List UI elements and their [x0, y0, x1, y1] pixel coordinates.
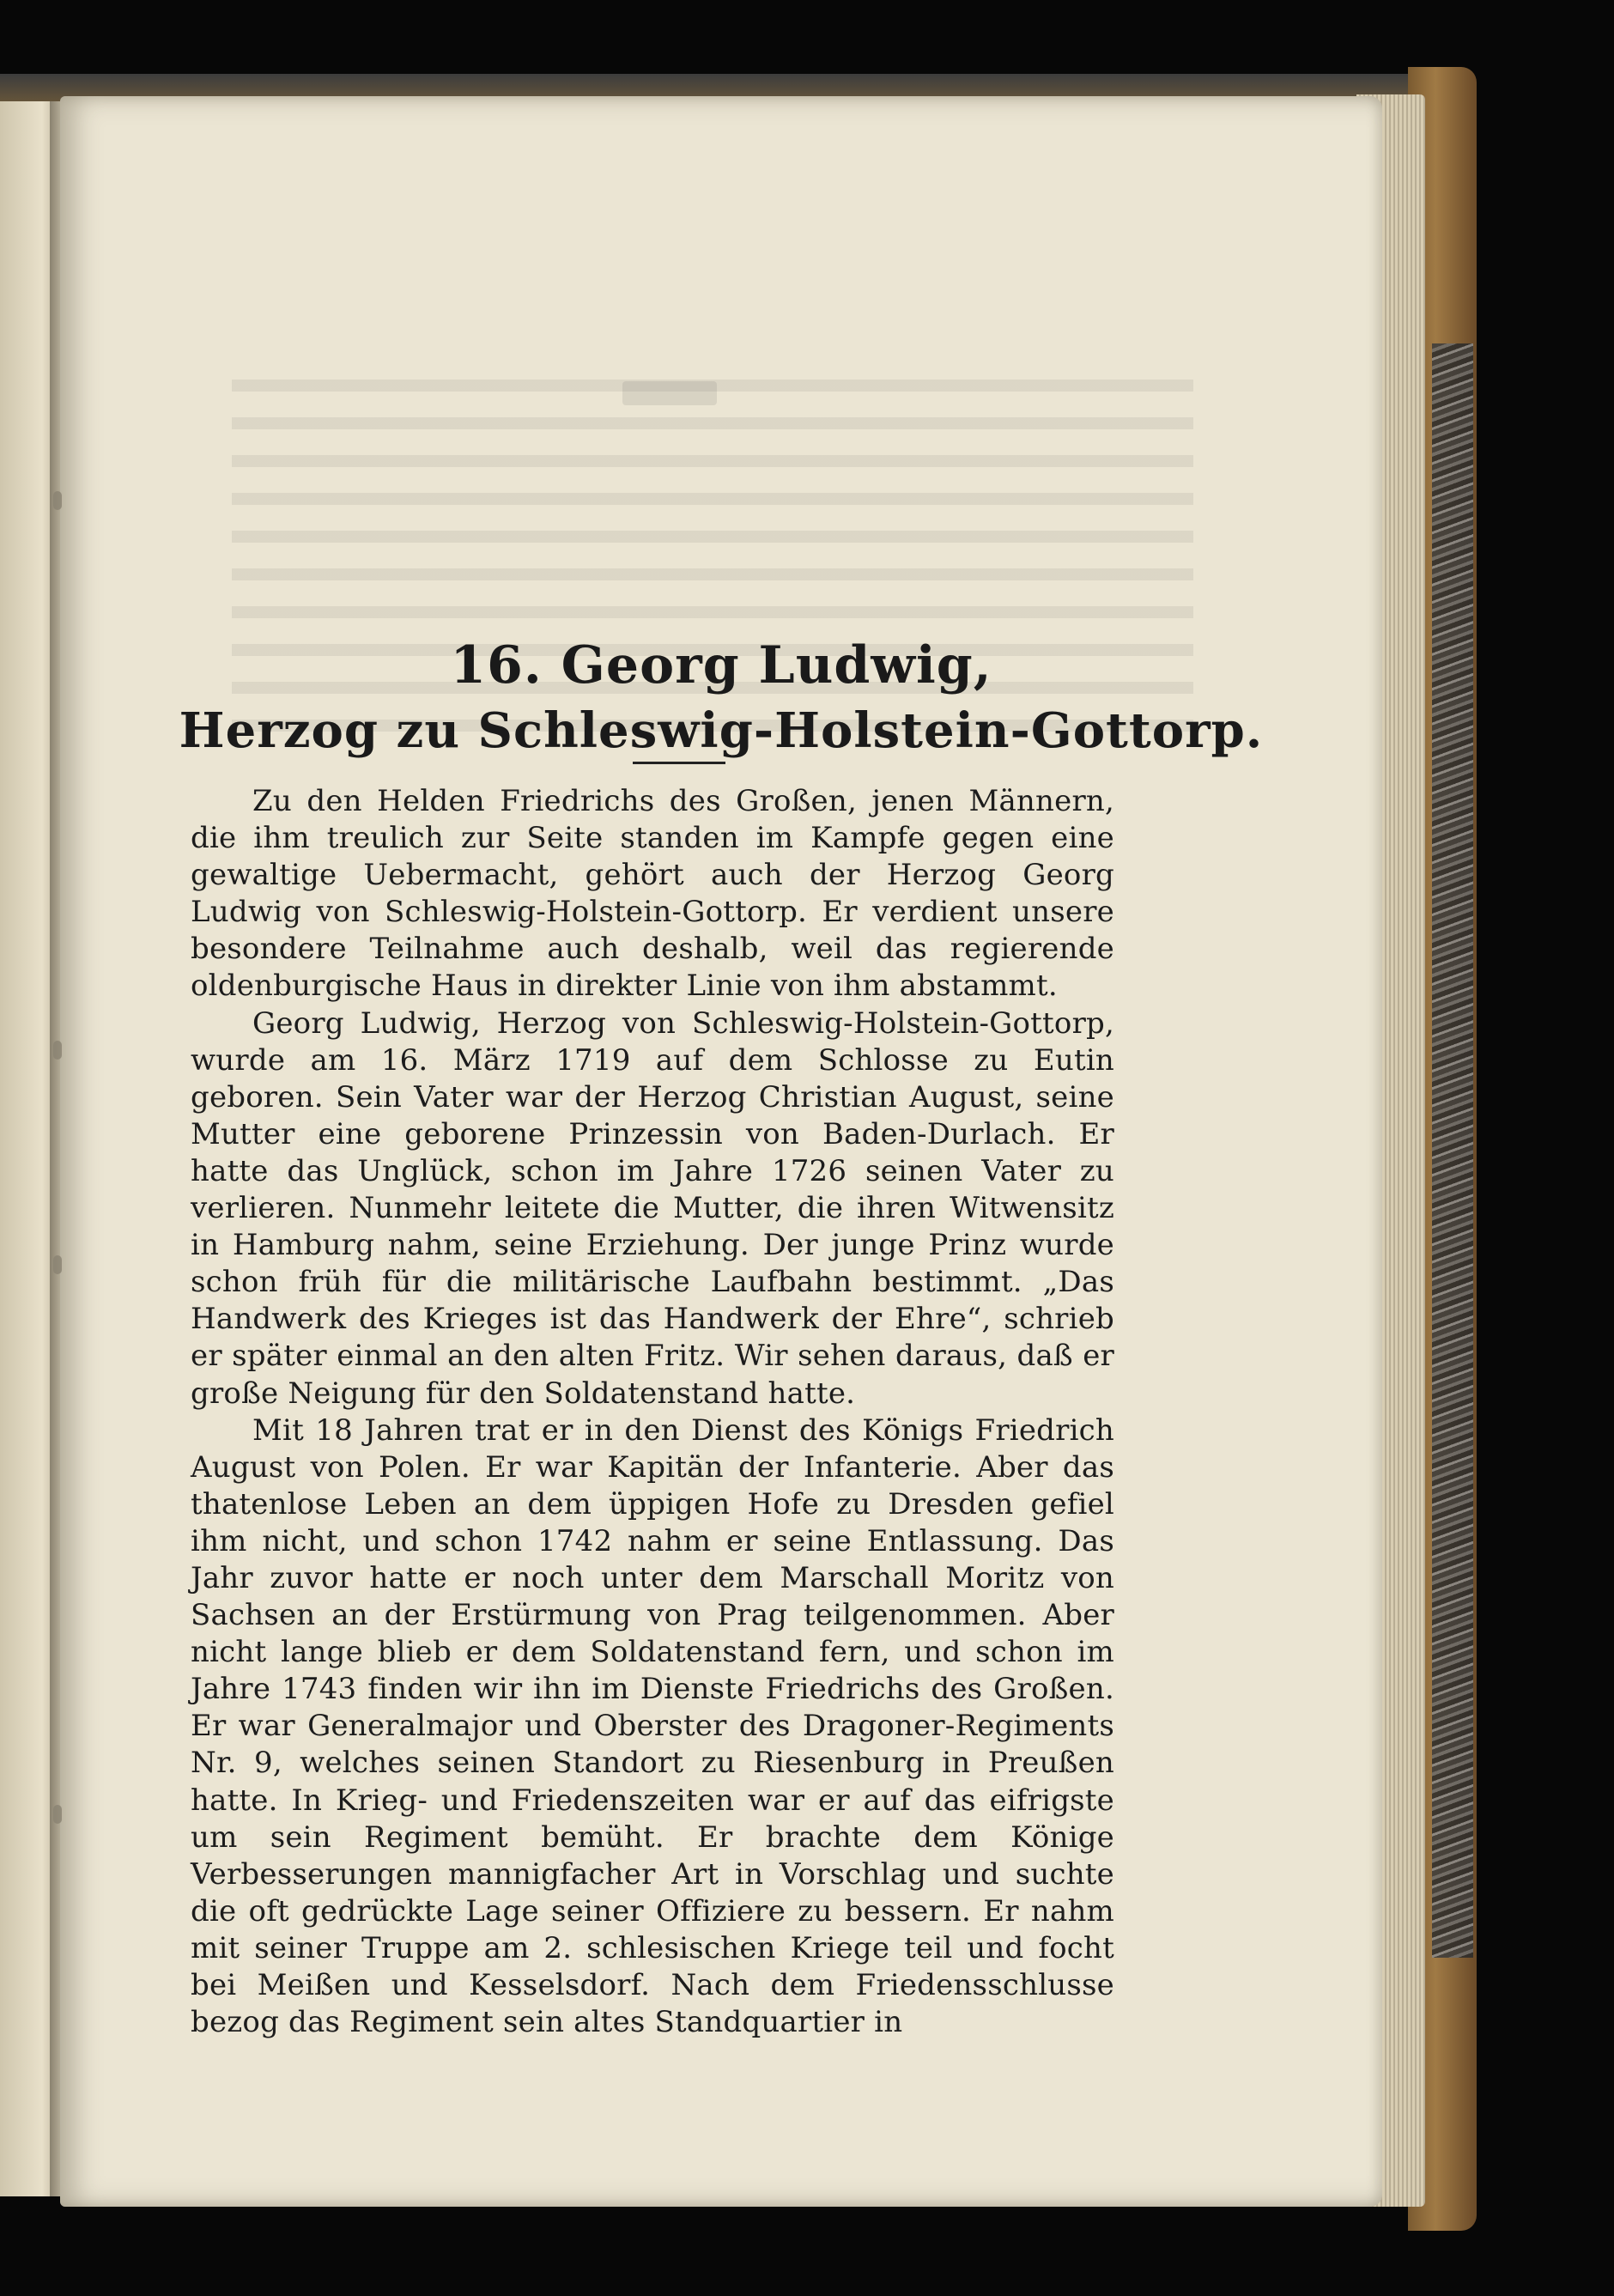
- binding-hole: [53, 491, 62, 510]
- chapter-subtitle: Herzog zu Schleswig-Holstein-Gottorp.: [179, 702, 1264, 759]
- title-divider: [633, 762, 725, 764]
- marbled-cover-edge: [1432, 343, 1473, 1958]
- binding-hole: [53, 1805, 62, 1824]
- body-text: [191, 783, 1114, 2041]
- show-through-page-number: [622, 381, 717, 405]
- paragraph: Georg Ludwig, Herzog von Schleswig-Holstein-Gottorp, wurde am 16. März 1719 auf dem Schlosse zu Eutin geboren. Sein Vater war der Herzog Christian August, seine Mutter eine geborene Prinzessin von Baden-Durlach. Er hatte das Unglück, schon im Jahre 1726 seinen Vater zu verlieren. Nunmehr leitete die Mutter, die ihren Witwensitz in Hamburg nahm, seine Erziehung. Der junge Prinz wurde schon früh für die militärische Laufbahn bestimmt. „Das Handwerk des Krieges ist das Handwerk der Ehre“, schrieb er später einmal an den alten Fritz. Wir sehen daraus, daß er große Neigung für den Soldatenstand hatte.: [191, 1005, 1114, 1411]
- binding-hole: [53, 1255, 62, 1274]
- paragraph: Zu den Helden Friedrichs des Großen, jenen Männern, die ihm treulich zur Seite standen im Kampfe gegen eine gewaltige Uebermacht, gehört auch der Herzog Georg Ludwig von Schleswig-Holstein-Gottorp. Er verdient unsere besondere Teilnahme auch deshalb, weil das regierende oldenburgische Haus in direkter Linie von ihm abstammt.: [191, 784, 1114, 1004]
- binding-hole: [53, 1041, 62, 1060]
- paragraph: Mit 18 Jahren trat er in den Dienst des Königs Friedrich August von Polen. Er war Kapitän der Infanterie. Aber das thatenlose Leben an dem üppigen Hofe zu Dresden gefiel ihm nicht, und schon 1742 nahm er seine Entlassung. Das Jahr zuvor hatte er noch unter dem Marschall Moritz von Sachsen an der Erstürmung von Prag teilgenommen. Aber nicht lange blieb er dem Soldatenstand fern, und schon im Jahre 1743 finden wir ihn im Dienste Friedrichs des Großen. Er war Generalmajor und Oberster des Dragoner-Regiments Nr. 9, welches seinen Standort zu Riesenburg in Preußen hatte. In Krieg- und Friedenszeiten war er auf das eifrigste um sein Regiment bemüht. Er brachte dem Könige Verbesserungen mannigfacher Art in Vorschlag und suchte die oft gedrückte Lage seiner Offiziere zu bessern. Er nahm mit seiner Truppe am 2. schlesischen Kriege teil und focht bei Meißen und Kesselsdorf. Nach dem Friedensschlusse bezog das Regiment sein altes Standquartier in: [191, 1412, 1114, 2040]
- chapter-title: 16. Georg Ludwig,: [450, 635, 992, 695]
